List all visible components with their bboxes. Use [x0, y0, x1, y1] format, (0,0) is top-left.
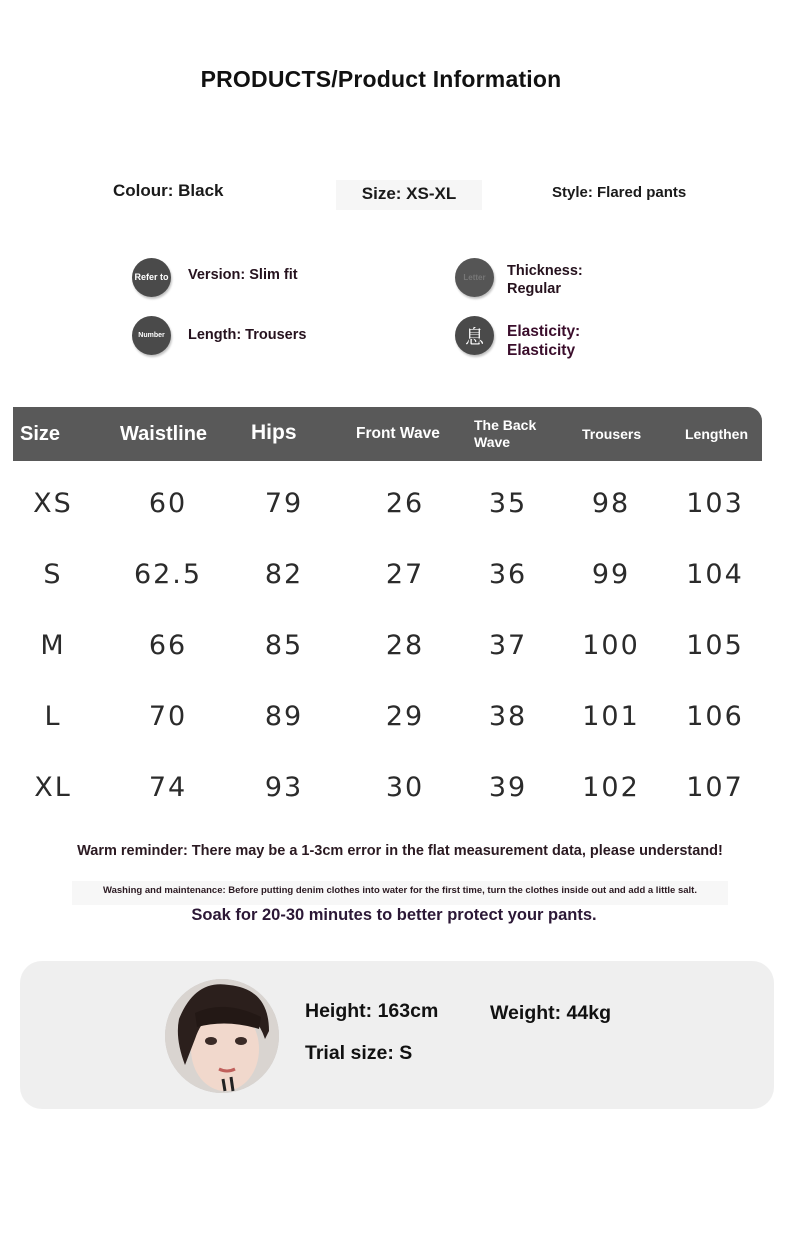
table-cell: 93 [264, 772, 304, 803]
model-portrait-icon [165, 979, 279, 1093]
table-row-size-label: M [40, 630, 66, 661]
table-row-size-label: XL [34, 772, 72, 803]
table-cell: 39 [488, 772, 528, 803]
table-cell: 60 [148, 488, 188, 519]
table-cell: 26 [385, 488, 425, 519]
model-height: Height: 163cm [305, 1000, 439, 1022]
header-hips: Hips [251, 421, 297, 444]
table-cell: 99 [591, 559, 631, 590]
model-avatar [165, 979, 279, 1093]
table-cell: 37 [488, 630, 528, 661]
table-cell: 38 [488, 701, 528, 732]
table-cell: 28 [385, 630, 425, 661]
refer-badge-icon: Refer to [132, 258, 171, 297]
model-weight: Weight: 44kg [490, 1002, 611, 1024]
spec-colour: Colour: Black [113, 181, 224, 200]
model-trial-size: Trial size: S [305, 1042, 413, 1064]
table-cell: 29 [385, 701, 425, 732]
table-cell: 35 [488, 488, 528, 519]
feature-elasticity: Elasticity: Elasticity [507, 323, 581, 359]
feature-length: Length: Trousers [188, 327, 307, 343]
letter-badge-icon: Letter [455, 258, 494, 297]
spec-style: Style: Flared pants [552, 184, 687, 201]
feature-version: Version: Slim fit [188, 267, 298, 283]
table-cell: 27 [385, 559, 425, 590]
table-cell: 100 [582, 630, 640, 661]
warm-reminder: Warm reminder: There may be a 1-3cm error in the flat measurement data, please understand! [77, 843, 723, 859]
elasticity-badge-icon: 息 [455, 316, 494, 355]
header-back-wave: The Back Wave [474, 417, 537, 450]
table-cell: 106 [686, 701, 744, 732]
table-row-size-label: L [44, 701, 62, 732]
size-table-header [13, 407, 762, 461]
spec-size: Size: XS-XL [336, 180, 482, 210]
table-cell: 89 [264, 701, 304, 732]
number-badge-icon: Number [132, 316, 171, 355]
header-lengthen: Lengthen [685, 426, 748, 442]
washing-note: Washing and maintenance: Before putting denim clothes into water for the first time, turn the clothes inside out and add a little salt. [72, 881, 728, 905]
soak-note: Soak for 20-30 minutes to better protect your pants. [191, 906, 597, 924]
table-cell: 103 [686, 488, 744, 519]
feature-thickness: Thickness: Regular [507, 263, 583, 297]
header-size: Size [20, 423, 61, 445]
table-cell: 107 [686, 772, 744, 803]
table-cell: 70 [148, 701, 188, 732]
table-cell: 62.5 [133, 559, 203, 590]
header-waistline: Waistline [120, 423, 208, 445]
model-card [20, 961, 774, 1109]
table-cell: 101 [582, 701, 640, 732]
table-row-size-label: XS [33, 488, 73, 519]
table-cell: 82 [264, 559, 304, 590]
table-cell: 104 [686, 559, 744, 590]
table-cell: 85 [264, 630, 304, 661]
header-trousers: Trousers [582, 426, 642, 442]
table-cell: 98 [591, 488, 631, 519]
table-cell: 105 [686, 630, 744, 661]
table-cell: 30 [385, 772, 425, 803]
table-cell: 66 [148, 630, 188, 661]
table-cell: 74 [148, 772, 188, 803]
table-row-size-label: S [43, 559, 63, 590]
page-title: PRODUCTS/Product Information [200, 66, 562, 92]
table-cell: 102 [582, 772, 640, 803]
header-front-wave: Front Wave [356, 425, 440, 442]
table-cell: 36 [488, 559, 528, 590]
table-cell: 79 [264, 488, 304, 519]
